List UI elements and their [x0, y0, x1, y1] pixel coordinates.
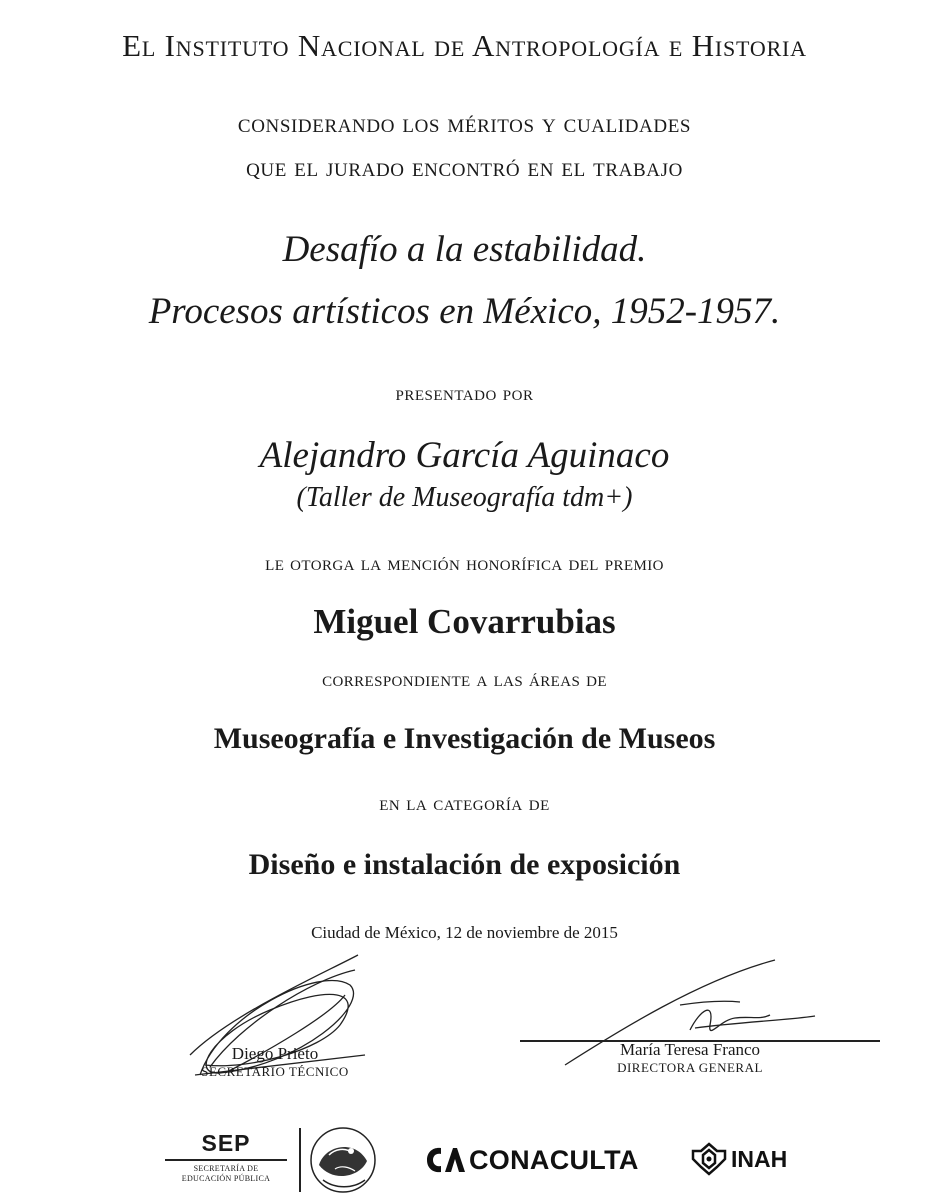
inah-glyph-icon [690, 1141, 728, 1177]
author-affiliation: (Taller de Museografía tdm+) [296, 482, 633, 513]
inah-wordmark: INAH [731, 1145, 788, 1172]
sep-name-line-1: SECRETARÍA DE [193, 1163, 259, 1173]
logo-divider [299, 1128, 301, 1192]
left-signatory-name: Diego Prieto [231, 1044, 319, 1063]
institution-heading: El Instituto Nacional de Antropología e Historia [122, 28, 807, 63]
sep-abbreviation: SEP [201, 1130, 251, 1156]
areas-name: Museografía e Investigación de Museos [213, 722, 716, 755]
work-title-line-2: Procesos artísticos en México, 1952-1957. [148, 291, 781, 332]
sep-name-line-2: EDUCACIÓN PÚBLICA [181, 1173, 271, 1183]
conaculta-mark-icon [425, 1146, 465, 1174]
work-title-line-1: Desafío a la estabilidad. [282, 229, 647, 270]
areas-intro: correspondiente a las áreas de [322, 666, 607, 691]
considering-line-2: que el jurado encontró en el trabajo [246, 152, 683, 182]
presented-by-label: presentado por [395, 380, 534, 405]
right-signatory-title: DIRECTORA GENERAL [617, 1060, 763, 1075]
award-intro: le otorga la mención honorífica del premio [265, 550, 664, 575]
inah-logo [690, 1140, 787, 1178]
prize-name: Miguel Covarrubias [313, 602, 616, 641]
sep-logo [165, 1130, 287, 1184]
left-signatory-title: SECRETARIO TÉCNICO [201, 1064, 349, 1079]
left-signatory [190, 1044, 360, 1080]
right-signatory-name: María Teresa Franco [619, 1040, 761, 1059]
author-name: Alejandro García Aguinaco [259, 435, 670, 476]
right-signatory [590, 1040, 790, 1076]
conaculta-wordmark: CONACULTA [469, 1144, 639, 1175]
considering-line-1: considerando los méritos y cualidades [237, 108, 692, 138]
category-intro: en la categoría de [379, 790, 550, 815]
category-name: Diseño e instalación de exposición [248, 848, 681, 881]
national-seal-icon [305, 1125, 381, 1195]
sep-rule [165, 1159, 287, 1161]
place-and-date: Ciudad de México, 12 de noviembre de 2015 [311, 923, 618, 942]
conaculta-logo [425, 1143, 639, 1177]
